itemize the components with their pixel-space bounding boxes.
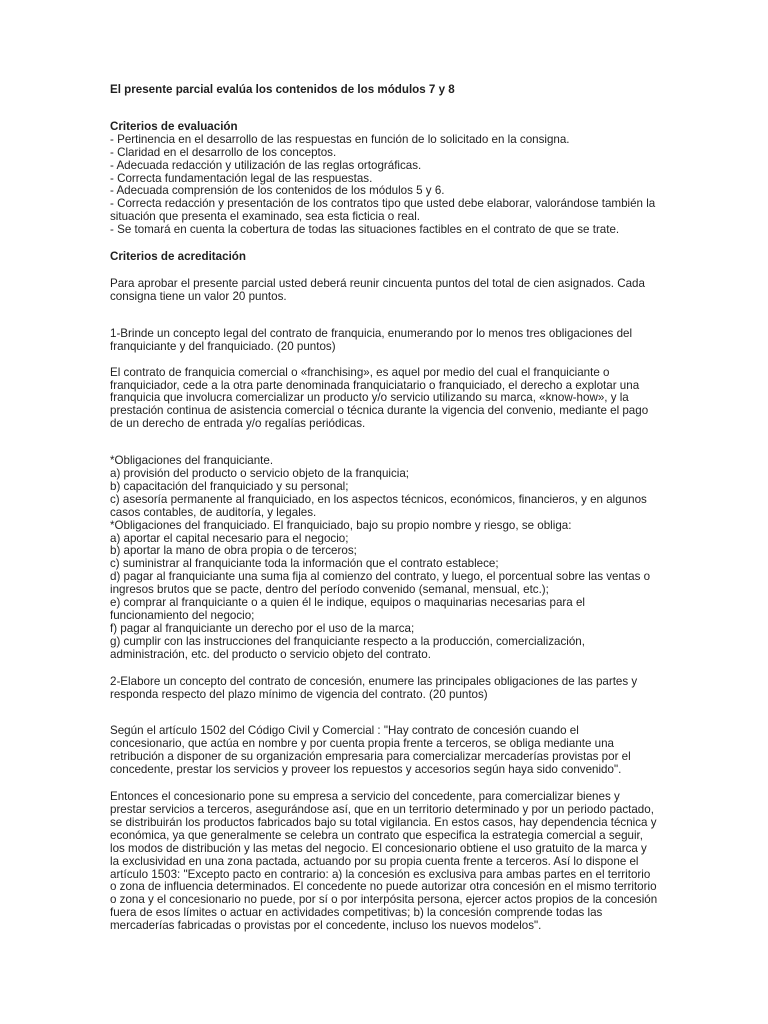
acreditacion-paragraph: Para aprobar el presente parcial usted deberá reunir cincuenta puntos del total de cien asignados. Cada consigna tiene un valor 20 puntos. (110, 276, 645, 303)
concesion-definition: Según el artículo 1502 del Código Civil y Comercial : "Hay contrato de concesión cuando el concesionario, que actúa en nombre y por cuenta propia frente a terceros, se obliga mediante una retribución a disponer de su organización empresaria para comercializar mercaderías provistas por el concedente, prestar los servicios y proveer los repuestos y accesorios según haya sido convenido". (110, 724, 631, 777)
criterios-acreditacion-title: Criterios de acreditación (110, 250, 246, 264)
concesion-explanation: Entonces el concesionario pone su empresa a servicio del concedente, para comercializar bienes y prestar servicios a terceros, asegurándose así, que en un territorio determinado y por un periodo pactado, se distribuirán los productos fabricados bajo su total vigilancia. En estos casos, hay dependencia técnica y económica, ya que generalmente se celebra un contrato que especifica la estrategia comercial a seguir, los modos de distribución y las metas del negocio. El concesionario obtiene el uso gratuito de la marca y la exclusividad en una zona pactada, actuando por su propia cuenta frente a terceros. Así lo dispone el artículo 1503: "Excepto pacto en contrario: a) la concesión es exclusiva para ambas partes en el territorio o zona de influencia determinados. El concedente no puede autorizar otra concesión en el mismo territorio o zona y el concesionario no puede, por sí o por interpósita persona, ejercer actos propios de la concesión fuera de esos límites o actuar en actividades competitivas; b) la concesión comprende todas las mercaderías fabricadas o provistas por el concedente, incluso los nuevos modelos". (110, 790, 658, 933)
obligaciones-list: *Obligaciones del franquiciante. a) provisión del producto o servicio objeto de la franquicia; b) capacitación del franquiciado y su personal; c) asesoría permanente al franquiciado, en los aspectos técnicos, económicos, financieros, y en algunos casos contables, de auditoría, y legales. *Obligaciones del franquiciado. El franquiciado, bajo su propio nombre y riesgo, se obliga: a) aportar el capital necesario para el negocio; b) aportar la mano de obra propia o de terceros; c) suministrar al franquiciante toda la información que el contrato establece; d) pagar al franquiciante una suma fija al comienzo del contrato, y luego, el porcentual sobre las ventas o ingresos brutos que se pacte, dentro del período convenido (semanal, mensual, etc.); e) comprar al franquiciante o a quien él le indique, equipos o maquinarias necesarias para el funcionamiento del negocio; f) pagar al franquiciante un derecho por el uso de la marca; g) cumplir con las instrucciones del franquiciante respecto a la producción, comercialización, administración, etc. del producto o servicio objeto del contrato. (110, 454, 651, 661)
document-heading: El presente parcial evalúa los contenidos de los módulos 7 y 8 (110, 83, 455, 96)
question-1: 1-Brinde un concepto legal del contrato de franquicia, enumerando por lo menos tres obligaciones del franquiciante y del franquiciado. (20 puntos) (110, 326, 633, 353)
criterios-evaluacion-title: Criterios de evaluación (110, 119, 238, 133)
question-2: 2-Elabore un concepto del contrato de concesión, enumere las principales obligaciones de las partes y responda respecto del plazo mínimo de vigencia del contrato. (20 puntos) (110, 674, 638, 701)
franquicia-definition: El contrato de franquicia comercial o «franchising», es aquel por medio del cual el franquiciante o franquiciador, cede a la otra parte denominada franquiciatario o franquiciado, el derecho a explotar una franquicia que involucra comercializar un producto y/o servicio utilizando su marca, «know-how», y la prestación continua de asistencia comercial o técnica durante la vigencia del convenio, mediante el pago de un derecho de entrada y/o regalías periódicas. (110, 365, 649, 431)
criterios-evaluacion-list: - Pertinencia en el desarrollo de las respuestas en función de lo solicitado en la consigna. - Claridad en el desarrollo de los conceptos. - Adecuada redacción y utilización de las reglas ortográficas. - Correcta fundamentación legal de las respuestas. - Adecuada comprensión de los contenidos de los módulos 5 y 6. - Correcta redacción y presentación de los contratos tipo que usted debe elaborar, valorándose también la situación que presenta el examinado, sea esta ficticia o real. - Se tomará en cuenta la cobertura de todas las situaciones factibles en el contrato de que se trate. (110, 132, 656, 237)
